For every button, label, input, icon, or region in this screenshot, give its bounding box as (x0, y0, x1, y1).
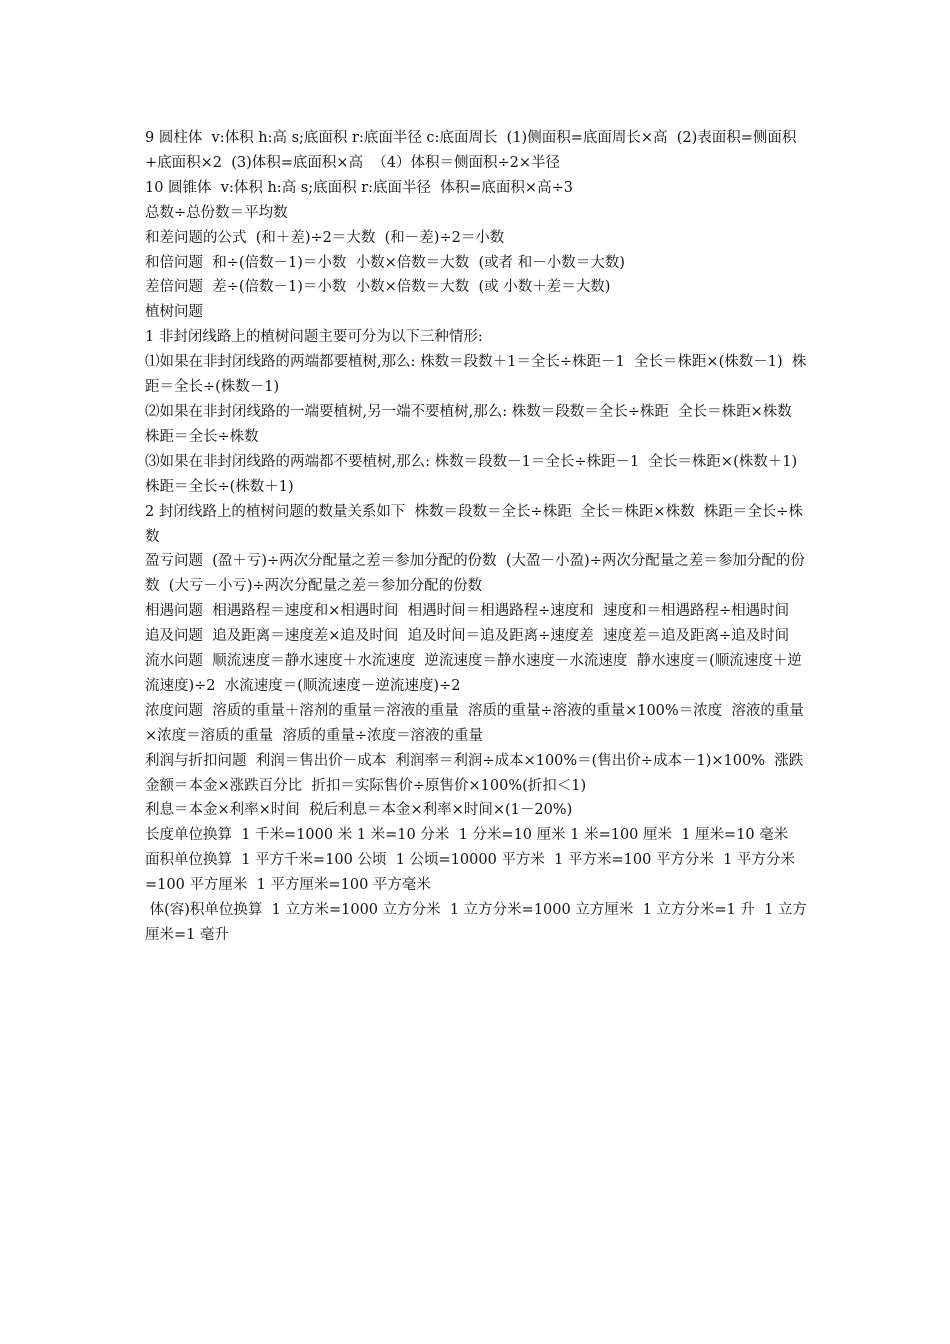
text-line-tree-planting-closed: 2 封闭线路上的植树问题的数量关系如下 株数＝段数＝全长÷株距 全长＝株距×株数 株距＝全长÷株数 (145, 503, 803, 545)
text-line-length-units: 长度单位换算 1 千米=1000 米 1 米=10 分米 1 分米=10 厘米 1 米=100 厘米 1 厘米=10 毫米 (145, 827, 789, 844)
text-line-sum-multiple: 和倍问题 和÷(倍数－1)＝小数 小数×倍数＝大数 (或者 和－小数＝大数) (145, 254, 625, 271)
text-line-tree-case-3: ⑶如果在非封闭线路的两端都不要植树,那么: 株数＝段数－1＝全长÷株距－1 全长＝株距×(株数＋1) 株距＝全长÷(株数＋1) (145, 453, 807, 495)
text-line-tree-planting-open: 1 非封闭线路上的植树问题主要可分为以下三种情形: (145, 329, 483, 346)
text-line-sum-difference: 和差问题的公式 (和＋差)÷2＝大数 (和－差)÷2＝小数 (145, 229, 505, 246)
text-line-cone: 10 圆锥体 v:体积 h:高 s;底面积 r:底面半径 体积=底面积×高÷3 (145, 179, 573, 196)
text-line-chasing: 追及问题 追及距离＝速度差×追及时间 追及时间＝追及距离÷速度差 速度差＝追及距离÷追及时间 (145, 628, 790, 645)
text-line-meeting: 相遇问题 相遇路程＝速度和×相遇时间 相遇时间＝相遇路程÷速度和 速度和＝相遇路程÷相遇时间 (145, 603, 790, 620)
text-line-profit-discount: 利润与折扣问题 利润＝售出价－成本 利润率＝利润÷成本×100%＝(售出价÷成本－1)×100% 涨跌金额＝本金×涨跌百分比 折扣＝实际售价÷原售价×100%(折扣＜1) (145, 752, 804, 794)
text-line-flowing-water: 流水问题 顺流速度＝静水速度＋水流速度 逆流速度＝静水速度－水流速度 静水速度＝(顺流速度＋逆流速度)÷2 水流速度＝(顺流速度－逆流速度)÷2 (145, 653, 802, 694)
text-line-cylinder: 9 圆柱体 v:体积 h:高 s;底面积 r:底面半径 c:底面周长 (1)侧面积=底面周长×高 (2)表面积=侧面积+底面积×2 (3)体积=底面积×高 （4）体积＝侧面积÷2×半径 (145, 130, 797, 171)
text-line-tree-planting-heading: 植树问题 (145, 304, 203, 321)
text-line-tree-case-2: ⑵如果在非封闭线路的一端要植树,另一端不要植树,那么: 株数＝段数＝全长÷株距 全长＝株距×株数 株距＝全长÷株数 (145, 403, 801, 445)
text-line-volume-units: 体(容)积单位换算 1 立方米=1000 立方分米 1 立方分米=1000 立方厘米 1 立方分米=1 升 1 立方厘米=1 毫升 (145, 902, 807, 943)
text-line-surplus-deficit: 盈亏问题 (盈＋亏)÷两次分配量之差＝参加分配的份数 (大盈－小盈)÷两次分配量之差＝参加分配的份数 (大亏－小亏)÷两次分配量之差＝参加分配的份数 (145, 553, 805, 595)
text-line-interest: 利息＝本金×利率×时间 税后利息＝本金×利率×时间×(1－20%) (145, 802, 573, 819)
document-body (145, 126, 807, 948)
text-line-tree-case-1: ⑴如果在非封闭线路的两端都要植树,那么: 株数＝段数＋1＝全长÷株距－1 全长＝株距×(株数－1) 株距＝全长÷(株数－1) (145, 354, 807, 396)
text-line-concentration: 浓度问题 溶质的重量＋溶剂的重量＝溶液的重量 溶质的重量÷溶液的重量×100%＝浓度 溶液的重量×浓度＝溶质的重量 溶质的重量÷浓度＝溶液的重量 (145, 702, 804, 744)
text-line-area-units: 面积单位换算 1 平方千米=100 公顷 1 公顷=10000 平方米 1 平方米=100 平方分米 1 平方分米=100 平方厘米 1 平方厘米=100 平方毫米 (145, 852, 795, 894)
text-line-average: 总数÷总份数＝平均数 (145, 204, 288, 221)
text-line-difference-multiple: 差倍问题 差÷(倍数－1)＝小数 小数×倍数＝大数 (或 小数＋差＝大数) (145, 279, 611, 296)
